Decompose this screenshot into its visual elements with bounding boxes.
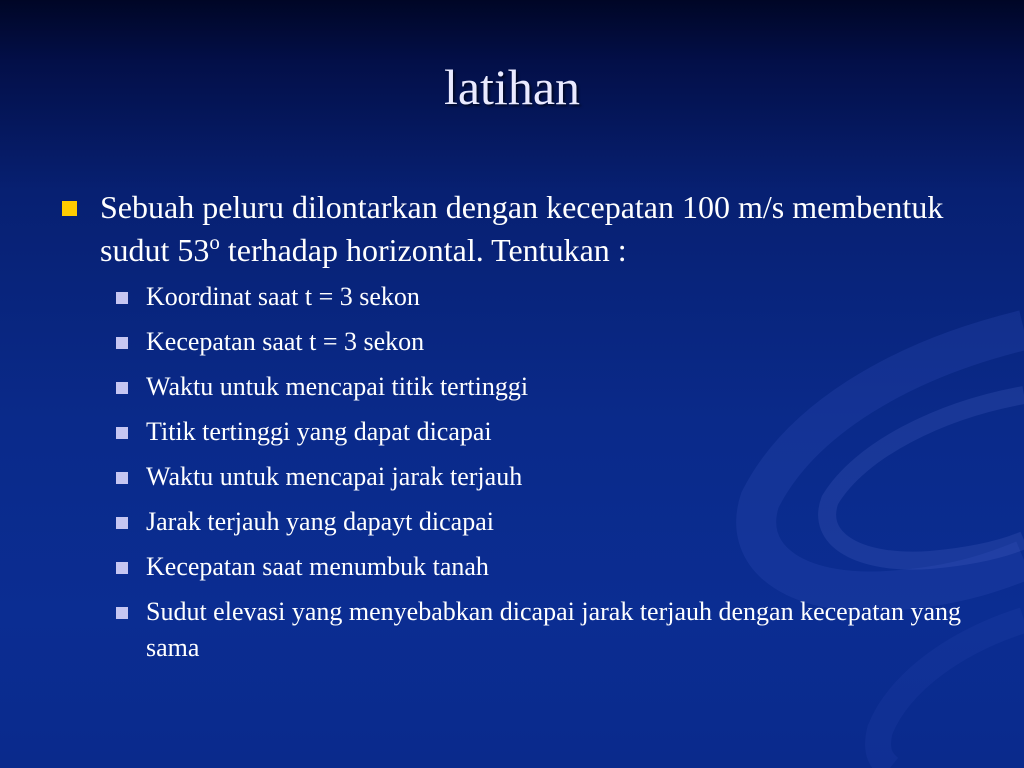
sub-bullet-text: Waktu untuk mencapai titik tertinggi <box>146 372 529 401</box>
sub-bullet-text: Kecepatan saat menumbuk tanah <box>146 552 489 581</box>
slide-title: latihan <box>443 59 581 115</box>
sub-bullet-text: Kecepatan saat t = 3 sekon <box>146 327 425 356</box>
square-bullet-icon <box>116 427 128 439</box>
sub-bullet-item <box>116 549 996 585</box>
square-bullet-icon <box>116 382 128 394</box>
sub-bullet-text: Koordinat saat t = 3 sekon <box>146 282 420 311</box>
square-bullet-icon <box>116 562 128 574</box>
square-bullet-icon <box>116 292 128 304</box>
sub-bullet-text: Waktu untuk mencapai jarak terjauh <box>146 462 523 491</box>
main-bullet-item <box>62 186 962 272</box>
sub-bullet-item <box>116 324 996 360</box>
sub-bullet-item <box>116 414 996 450</box>
sub-bullet-text: Sudut elevasi yang menyebabkan dicapai jarak terjauh dengan kecepatan yang sama <box>146 597 962 662</box>
sub-bullet-item <box>116 279 996 315</box>
sub-bullet-item <box>116 594 996 666</box>
main-bullet-text-before: Sebuah peluru dilontarkan dengan kecepatan 100 m/s membentuk sudut 53 <box>100 189 944 268</box>
square-bullet-icon <box>116 607 128 619</box>
sub-bullet-item <box>116 504 996 540</box>
main-bullet-text-after: terhadap horizontal. Tentukan : <box>219 232 627 268</box>
sub-bullet-text: Jarak terjauh yang dapayt dicapai <box>146 507 494 536</box>
square-bullet-icon <box>62 201 77 216</box>
sub-bullet-item <box>116 459 996 495</box>
sub-bullet-list <box>116 279 996 675</box>
degree-superscript: o <box>209 230 220 254</box>
square-bullet-icon <box>116 517 128 529</box>
square-bullet-icon <box>116 337 128 349</box>
square-bullet-icon <box>116 472 128 484</box>
main-bullet-text <box>100 186 962 272</box>
sub-bullet-text: Titik tertinggi yang dapat dicapai <box>146 417 492 446</box>
sub-bullet-item <box>116 369 996 405</box>
